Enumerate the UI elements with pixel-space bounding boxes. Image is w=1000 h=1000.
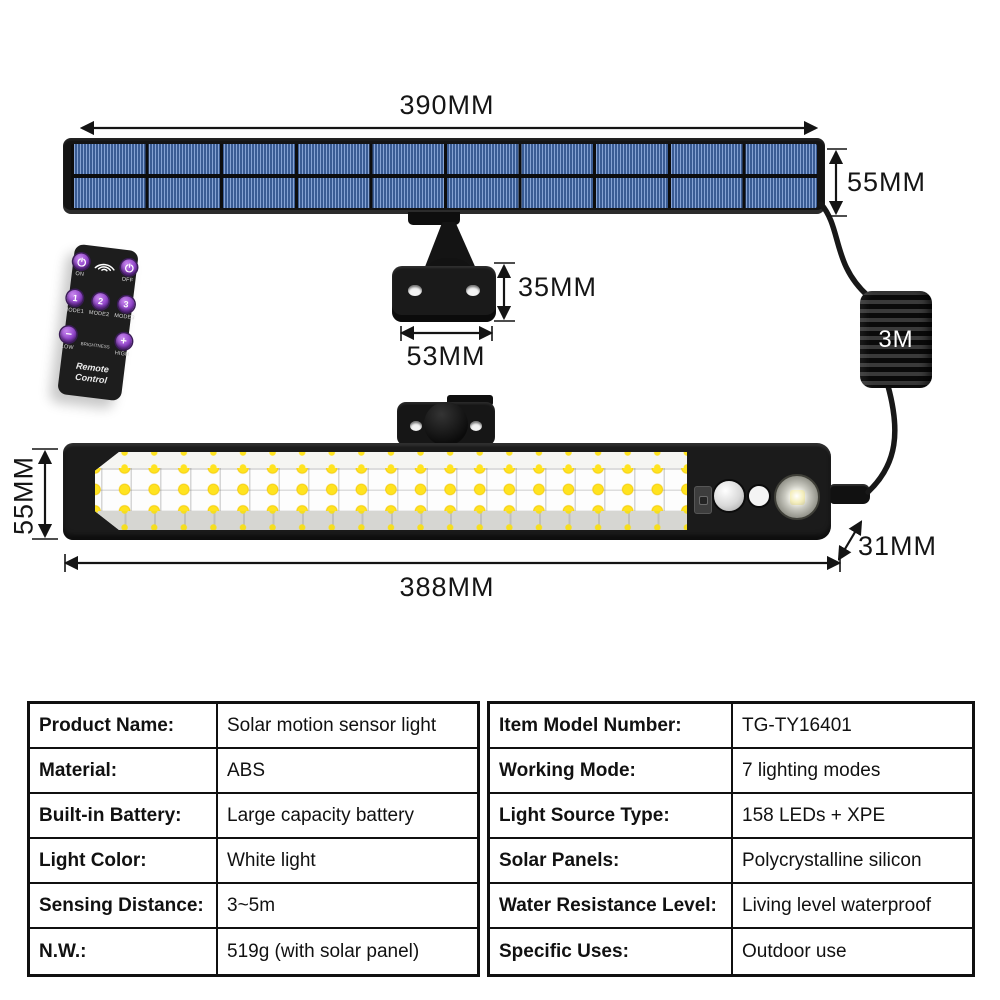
screw-hole bbox=[410, 421, 422, 431]
spec-value: Large capacity battery bbox=[218, 794, 477, 839]
remote-off-label: OFF bbox=[121, 276, 134, 284]
spec-value: 519g (with solar panel) bbox=[227, 940, 420, 962]
remote-mode3-button: 3 bbox=[117, 295, 135, 313]
power-icon bbox=[76, 256, 86, 266]
spec-value: Outdoor use bbox=[742, 940, 847, 962]
spec-label: N.W.: bbox=[30, 929, 218, 974]
dim-label-light-width: 388MM bbox=[399, 572, 495, 602]
cable-coil-to-light bbox=[868, 386, 895, 492]
remote-high-label: HIGH bbox=[114, 350, 130, 359]
remote-brightness-label: BRIGHTNESS bbox=[80, 340, 111, 350]
spec-label: Product Name: bbox=[30, 704, 218, 749]
power-switch-icon bbox=[699, 496, 708, 505]
remote-mode1-label: MODE1 bbox=[63, 306, 85, 316]
remote-mode1-button: 1 bbox=[66, 289, 84, 307]
dim-label-solar-height: 55MM bbox=[847, 167, 927, 197]
remote-mode2-button: 2 bbox=[92, 292, 110, 310]
spec-value: TG-TY16401 bbox=[733, 704, 972, 749]
remote-on-button bbox=[72, 253, 90, 271]
dim-label-light-depth: 31MM bbox=[858, 531, 938, 561]
led-row-top bbox=[95, 452, 687, 468]
spec-label: Solar Panels: bbox=[490, 839, 733, 884]
spec-table-left bbox=[27, 701, 480, 977]
spec-value: 158 LEDs + XPE bbox=[733, 794, 972, 839]
spec-value: ABS bbox=[218, 749, 477, 794]
spec-label: Material: bbox=[30, 749, 218, 794]
signal-waves-icon bbox=[93, 257, 116, 273]
light-bar bbox=[63, 443, 831, 540]
light-sensor bbox=[747, 484, 771, 508]
dim-label-solar-width: 390MM bbox=[399, 90, 495, 120]
spec-value: Living level waterproof bbox=[733, 884, 972, 929]
remote-off-button bbox=[120, 258, 138, 276]
dim-label-bracket-width: 53MM bbox=[406, 341, 486, 371]
spec-value: 7 lighting modes bbox=[733, 749, 972, 794]
bracket-knob bbox=[424, 402, 468, 446]
remote-brighten-button: + bbox=[115, 332, 133, 350]
xpe-spotlight-lens bbox=[774, 474, 820, 520]
spec-label: Item Model Number: bbox=[490, 704, 733, 749]
spec-value: White light bbox=[218, 839, 477, 884]
led-rows-main bbox=[95, 468, 687, 511]
coiled-cable bbox=[860, 291, 932, 388]
remote-mode2-label: MODE2 bbox=[88, 309, 110, 319]
power-icon bbox=[124, 262, 134, 272]
spec-label: Specific Uses: bbox=[490, 929, 733, 974]
wall-mount-plate bbox=[392, 266, 496, 322]
spec-label: Working Mode: bbox=[490, 749, 733, 794]
led-array bbox=[95, 452, 687, 530]
spec-value: Solar motion sensor light bbox=[218, 704, 477, 749]
spec-table-right bbox=[487, 701, 975, 977]
screw-hole bbox=[466, 285, 480, 296]
remote-control bbox=[57, 244, 139, 402]
spec-label: Built-in Battery: bbox=[30, 794, 218, 839]
remote-on-label: ON bbox=[75, 270, 85, 278]
spec-label: Light Source Type: bbox=[490, 794, 733, 839]
remote-brand-text: Remote Control bbox=[74, 360, 110, 386]
cable-connector bbox=[830, 484, 870, 504]
remote-mode3-label: MODE3 bbox=[113, 312, 135, 322]
spec-value: 3~5m bbox=[218, 884, 477, 929]
motion-sensor bbox=[712, 479, 746, 513]
power-switch bbox=[694, 486, 712, 514]
spec-label: Sensing Distance: bbox=[30, 884, 218, 929]
cable-panel-to-coil bbox=[821, 204, 868, 296]
cable-length-label: 3M bbox=[878, 325, 914, 353]
spec-label: Water Resistance Level: bbox=[490, 884, 733, 929]
screw-hole bbox=[470, 421, 482, 431]
spec-label: Light Color: bbox=[30, 839, 218, 884]
spec-value: Polycrystalline silicon bbox=[733, 839, 972, 884]
solar-panel bbox=[63, 138, 825, 214]
dim-label-light-height: 55MM bbox=[8, 456, 39, 536]
remote-low-label: LOW bbox=[60, 343, 74, 352]
led-row-bottom bbox=[95, 511, 687, 530]
dim-label-bracket-height: 35MM bbox=[518, 272, 598, 302]
remote-dim-button: − bbox=[60, 326, 78, 344]
screw-hole bbox=[408, 285, 422, 296]
solar-cells-grid bbox=[71, 144, 817, 208]
xpe-led-chip bbox=[790, 490, 805, 505]
